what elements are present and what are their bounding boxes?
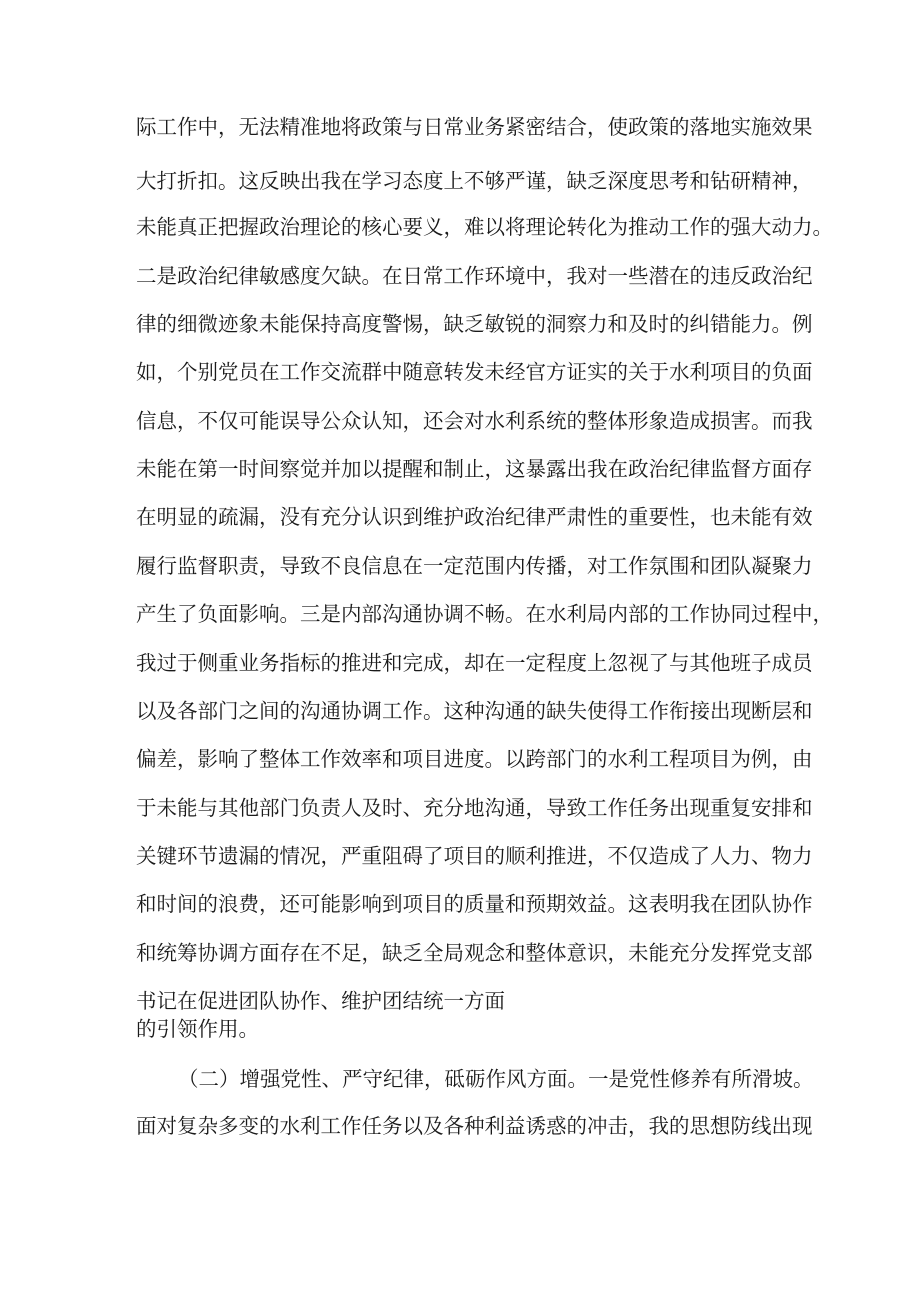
paragraph-line-8: 未能在第一时间察觉并加以提醒和制止，这暴露出我在政治纪律监督方面存	[136, 457, 813, 481]
paragraph-line-17: 和时间的浪费，还可能影响到项目的质量和预期效益。这表明我在团队协作	[136, 892, 813, 916]
paragraph-line-3: 未能真正把握政治理论的核心要义，难以将理论转化为推动工作的强大动力。	[136, 215, 833, 239]
paragraph-line-12: 我过于侧重业务指标的推进和完成，却在一定程度上忽视了与其他班子成员	[136, 651, 813, 675]
paragraph-line-20: 的引领作用。	[136, 1017, 259, 1041]
paragraph-line-19: 书记在促进团队协作、维护团结统一方面	[136, 989, 505, 1013]
paragraph-line-18: 和统筹协调方面存在不足，缺乏全局观念和整体意识，未能充分发挥党支部	[136, 941, 813, 965]
paragraph-line-9: 在明显的疏漏，没有充分认识到维护政治纪律严肃性的重要性，也未能有效	[136, 505, 813, 529]
paragraph-line-4: 二是政治纪律敏感度欠缺。在日常工作环境中，我对一些潜在的违反政治纪	[136, 264, 813, 288]
paragraph-line-7: 信息，不仅可能误导公众认知，还会对水利系统的整体形象造成损害。而我	[136, 409, 813, 433]
paragraph-line-13: 以及各部门之间的沟通协调工作。这种沟通的缺失使得工作衔接出现断层和	[136, 699, 813, 723]
paragraph-line-5: 律的细微迹象未能保持高度警惕，缺乏敏锐的洞察力和及时的纠错能力。例	[136, 312, 813, 336]
paragraph-line-14: 偏差，影响了整体工作效率和项目进度。以跨部门的水利工程项目为例，由	[136, 747, 813, 771]
paragraph-line-11: 产生了负面影响。三是内部沟通协调不畅。在水利局内部的工作协同过程中，	[136, 602, 833, 626]
paragraph-line-2: 大打折扣。这反映出我在学习态度上不够严谨，缺乏深度思考和钻研精神，	[136, 169, 813, 193]
paragraph-line-10: 履行监督职责，导致不良信息在一定范围内传播，对工作氛围和团队凝聚力	[136, 554, 813, 578]
paragraph-line-16: 关键环节遗漏的情况，严重阻碍了项目的顺利推进，不仅造成了人力、物力	[136, 844, 813, 868]
paragraph-line-15: 于未能与其他部门负责人及时、充分地沟通，导致工作任务出现重复安排和	[136, 796, 813, 820]
paragraph-line-22: 面对复杂多变的水利工作任务以及各种利益诱惑的冲击，我的思想防线出现	[136, 1114, 813, 1138]
paragraph-line-1: 际工作中，无法精准地将政策与日常业务紧密结合，使政策的落地实施效果	[136, 115, 813, 139]
paragraph-line-6: 如，个别党员在工作交流群中随意转发未经官方证实的关于水利项目的负面	[136, 360, 813, 384]
section-heading-line: （二）增强党性、严守纪律，砥砺作风方面。一是党性修养有所滑坡。	[178, 1067, 814, 1091]
